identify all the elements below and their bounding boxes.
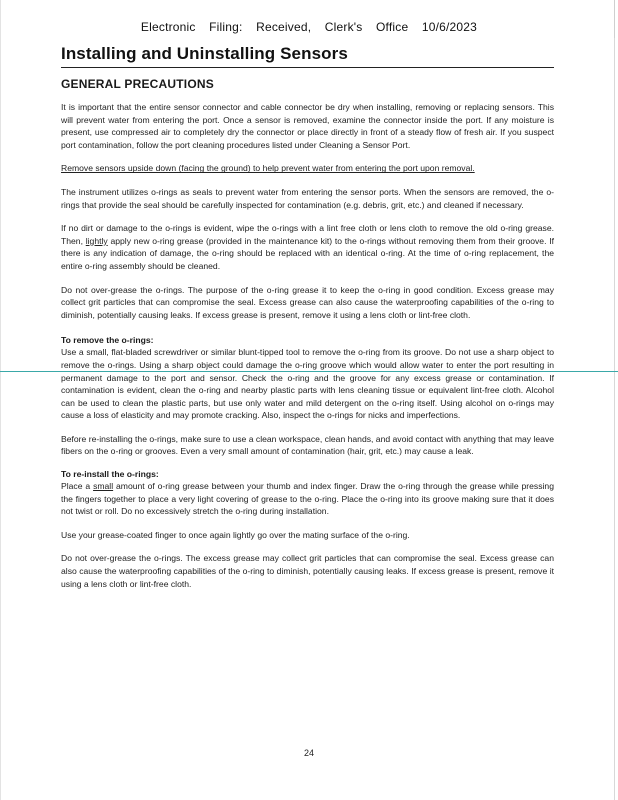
page-title: Installing and Uninstalling Sensors xyxy=(61,44,554,68)
emphasis-lightly: lightly xyxy=(85,235,108,246)
paragraph-place-grease xyxy=(61,480,554,518)
scan-rule-line xyxy=(0,371,618,372)
paragraph-o-ring-seals: The instrument utilizes o-rings as seals to prevent water from entering the sensor ports. When the sensors are removed, the o-rings that provide the seal should be carefully inspected for contamination (e.g. debris, grit, etc.) and cleaned if necessary. xyxy=(61,186,554,210)
paragraph-remove-upside-down: Remove sensors upside down (facing the ground) to help prevent water from entering the port upon removal. xyxy=(61,163,475,174)
page-number: 24 xyxy=(303,748,314,758)
subheading-reinstall-o-rings: To re-install the o-rings: xyxy=(61,469,159,480)
paragraph-before-reinstalling: Before re-installing the o-rings, make sure to use a clean workspace, clean hands, and avoid contact with anything that may leave fibers on the o-ring or grooves. Even a very small amount of contamination (hair, grit, etc.) may cause a leak. xyxy=(61,433,554,457)
paragraph-dry-connectors: It is important that the entire sensor connector and cable connector be dry when installing, removing or replacing sensors. This will prevent water from entering the port. Once a sensor is removed, examine the connector inside the port. If any moisture is present, use compressed air to completely dry the connector or place directly in front of a steady flow of fresh air. If you suspect port contamination, follow the port cleaning procedures listed under Cleaning a Sensor Port. xyxy=(61,102,554,150)
emphasis-small: small xyxy=(93,481,114,492)
page-left-edge xyxy=(0,0,1,800)
paragraph-do-not-over-grease-2: Do not over-grease the o-rings. The excess grease may collect grit particles that can compromise the seal. Excess grease can also cause the waterproofing capabilities of the o-ring to diminish, potentially causing leaks. If excess grease is present, remove it using a lens cloth or lint-free cloth. xyxy=(61,553,554,589)
document-body xyxy=(61,44,554,601)
section-heading: GENERAL PRECAUTIONS xyxy=(61,77,214,91)
filing-stamp: Electronic Filing: Received, Clerk's Office 10/6/2023 xyxy=(140,20,478,34)
paragraph-do-not-over-grease: Do not over-grease the o-rings. The purpose of the o-ring grease it to keep the o-ring in good condition. Excess grease may collect grit particles that can compromise the seal. Excess grease can also cause the waterproofing capabilities of the o-ring to diminish, potentially causing leaks. If excess grease is present, remove it using a lens cloth or lint-free cloth. xyxy=(61,284,554,320)
page-right-edge xyxy=(614,38,615,800)
paragraph-mating-surface: Use your grease-coated finger to once again lightly go over the mating surface of the o-ring. xyxy=(61,529,410,540)
paragraph-remove-instructions: Use a small, flat-bladed screwdriver or similar blunt-tipped tool to remove the o-ring from its groove. Do not use a sharp object to remove the o-rings. Using a sharp object could damage the o-ring groove which would allow water to enter the port resulting in permanent damage to the port and sensor. Check the o-ring and the groove for any excess grease or contamination. If contamination is evident, clean the o-ring and nearby plastic parts with lens cleaning tissue or equivalent lint-free cloth. Alcohol can be used to clean the plastic parts, but use only water and mild detergent on the o-ring itself. Using alcohol on o-rings may cause a loss of elasticity and may promote cracking. Also, inspect the o-rings for nicks and imperfections. xyxy=(61,347,554,421)
text-fragment: Place a xyxy=(61,481,94,492)
paragraph-wipe-o-rings xyxy=(61,222,554,272)
text-fragment: If no dirt or damage to the o-rings is evident, wipe the o-rings with a lint free cloth or lens cloth to remove the old o-ring grease. Then, xyxy=(61,223,554,246)
text-fragment: amount of o-ring grease between your thumb and index finger. Draw the o-ring through the grease while pressing the fingers together to place a very light covering of grease to the o-ring. Place the o-ring into its groove making sure that it does not twist or roll. Do no excessively stretch the o-ring during installation. xyxy=(61,481,554,517)
subheading-remove-o-rings: To remove the o-rings: xyxy=(61,335,154,346)
text-fragment: apply new o-ring grease (provided in the maintenance kit) to the o-rings without removing them from their groove. If there is any indication of damage, the o-ring should be replaced with an identical o-ring. At the time of o-ring replacement, the entire o-ring assembly should be cleaned. xyxy=(61,235,554,271)
